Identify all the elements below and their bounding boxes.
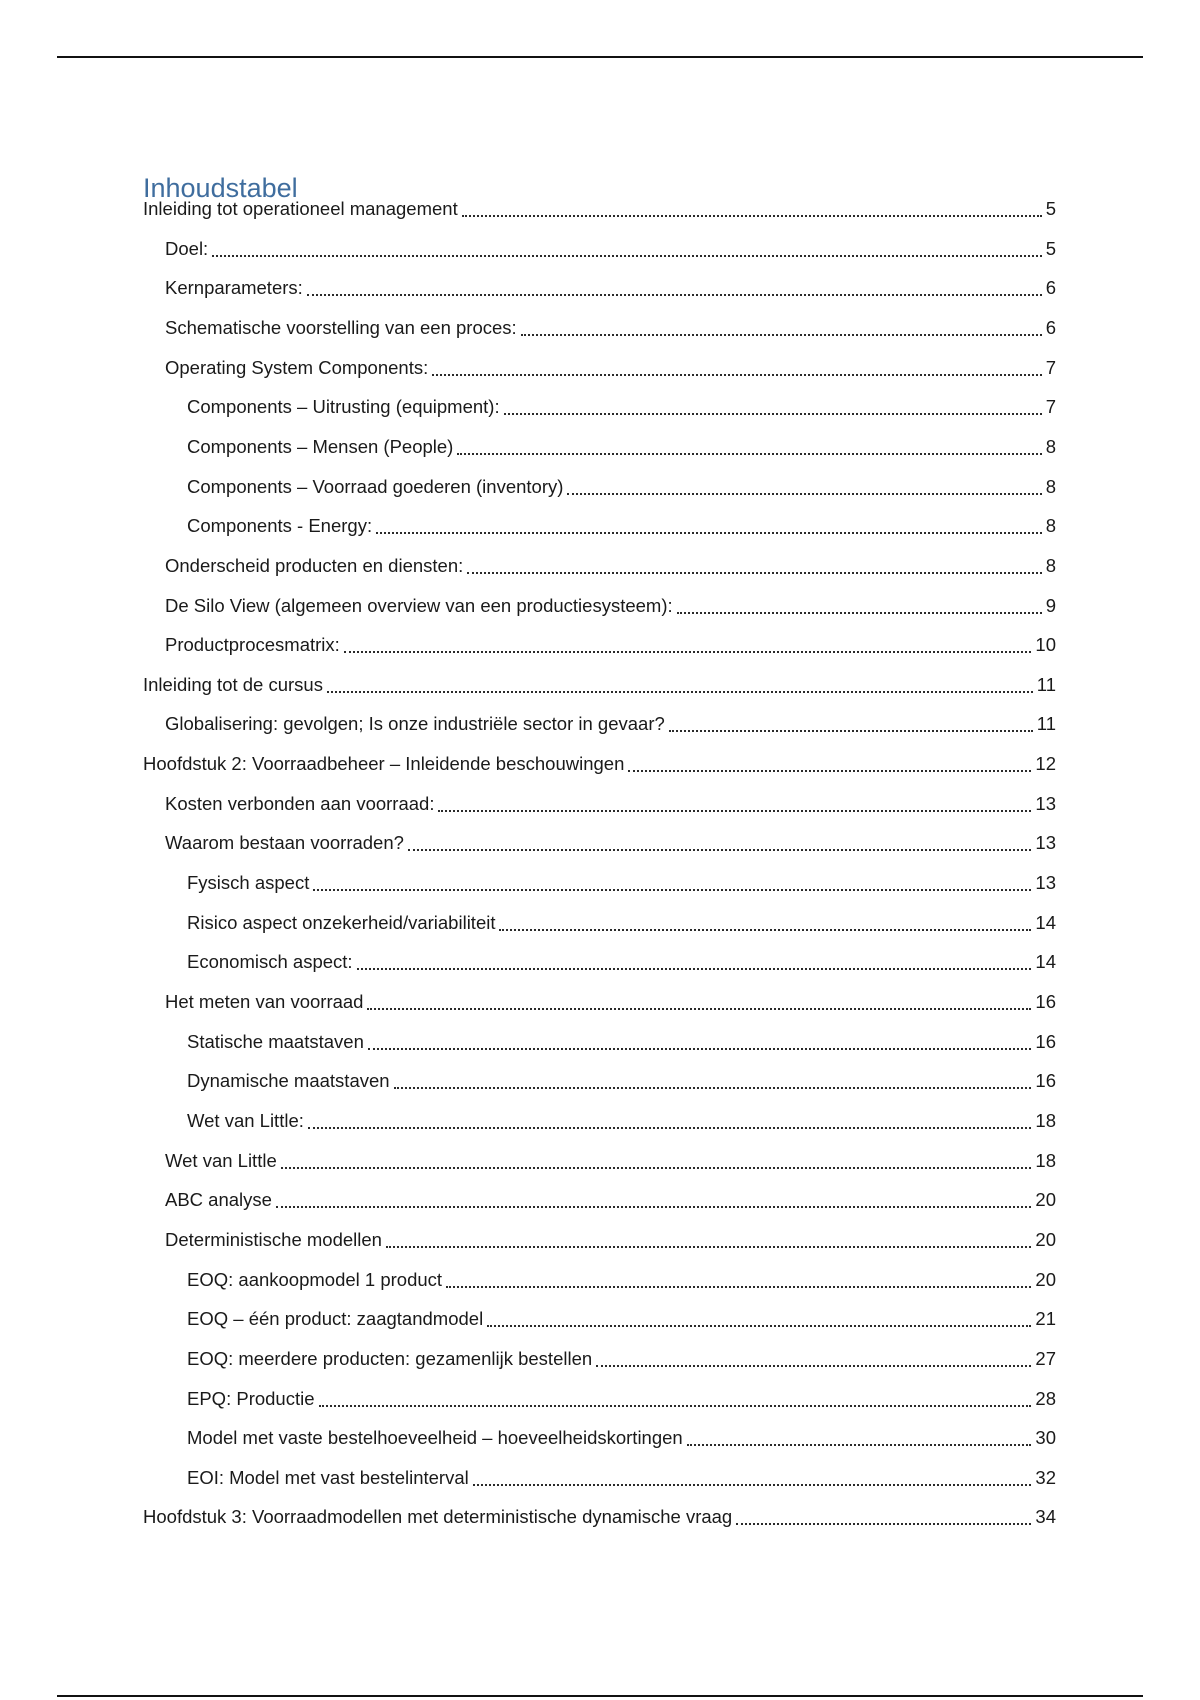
toc-entry[interactable] <box>187 947 1056 977</box>
toc-dot-leader <box>596 1365 1031 1367</box>
toc-entry-label: Wet van Little: <box>187 1109 304 1131</box>
toc-entry-label: Schematische voorstelling van een proces: <box>165 316 517 338</box>
toc-dot-leader <box>567 493 1041 495</box>
toc-dot-leader <box>313 889 1031 891</box>
toc-title: Inhoudstabel <box>143 173 298 203</box>
toc-entry[interactable] <box>165 353 1056 383</box>
toc-entry-label: Components – Voorraad goederen (inventory) <box>187 475 564 497</box>
toc-entry[interactable] <box>187 868 1056 898</box>
toc-entry-page-number: 8 <box>1045 554 1056 576</box>
toc-dot-leader <box>344 651 1032 653</box>
toc-entry-page-number: 13 <box>1035 792 1056 814</box>
toc-entry-label: Doel: <box>165 237 209 259</box>
toc-entry-page-number: 20 <box>1035 1189 1056 1211</box>
toc-dot-leader <box>357 968 1032 970</box>
toc-entry-page-number: 6 <box>1045 277 1056 299</box>
toc-dot-leader <box>307 294 1042 296</box>
toc-entry-page-number: 8 <box>1045 475 1056 497</box>
toc-entry-page-number: 32 <box>1035 1466 1056 1488</box>
toc-entry-label: Risico aspect onzekerheid/variabiliteit <box>187 911 496 933</box>
toc-dot-leader <box>376 532 1042 534</box>
toc-dot-leader <box>473 1484 1032 1486</box>
toc-dot-leader <box>308 1127 1032 1129</box>
toc-dot-leader <box>438 810 1031 812</box>
toc-entry-label: Components – Uitrusting (equipment): <box>187 396 500 418</box>
toc-entry-label: De Silo View (algemeen overview van een productiesysteem): <box>165 594 673 616</box>
toc-entry-label: EOQ – één product: zaagtandmodel <box>187 1308 484 1330</box>
toc-entry[interactable] <box>187 1344 1056 1374</box>
toc-dot-leader <box>467 572 1041 574</box>
toc-entry-page-number: 28 <box>1035 1387 1056 1409</box>
toc-entry-page-number: 13 <box>1035 872 1056 894</box>
toc-entry-label: EOQ: aankoopmodel 1 product <box>187 1268 443 1290</box>
toc-dot-leader <box>499 929 1031 931</box>
toc-dot-leader <box>327 691 1033 693</box>
toc-entry-page-number: 7 <box>1045 356 1056 378</box>
toc-entry-label: Fysisch aspect <box>187 872 310 894</box>
toc-dot-leader <box>521 334 1042 336</box>
toc-entry[interactable] <box>165 591 1056 621</box>
toc-entry-label: Components – Mensen (People) <box>187 435 454 457</box>
toc-entry[interactable] <box>165 789 1056 819</box>
toc-entry-label: Kosten verbonden aan voorraad: <box>165 792 435 814</box>
toc-entry-label: Deterministische modellen <box>165 1228 382 1250</box>
toc-dot-leader <box>462 215 1042 217</box>
toc-entry[interactable] <box>187 511 1056 541</box>
toc-dot-leader <box>504 413 1042 415</box>
toc-dot-leader <box>319 1405 1032 1407</box>
toc-dot-leader <box>687 1444 1032 1446</box>
toc-entry[interactable] <box>187 1027 1056 1057</box>
toc-entry-label: Model met vaste bestelhoeveelheid – hoeveelheidskortingen <box>187 1427 683 1449</box>
toc-entry[interactable] <box>187 392 1056 422</box>
toc-dot-leader <box>367 1008 1031 1010</box>
toc-entry-page-number: 16 <box>1035 1070 1056 1092</box>
toc-entry[interactable] <box>187 432 1056 462</box>
toc-dot-leader <box>487 1325 1031 1327</box>
header-rule <box>57 56 1143 58</box>
toc-entry[interactable] <box>165 234 1056 264</box>
toc-entry[interactable] <box>143 749 1056 779</box>
toc-entry[interactable] <box>165 1225 1056 1255</box>
toc-entry-label: ABC analyse <box>165 1189 272 1211</box>
toc-dot-leader <box>457 453 1041 455</box>
toc-entry-page-number: 27 <box>1035 1347 1056 1369</box>
toc-entry-label: Dynamische maatstaven <box>187 1070 390 1092</box>
toc-entry[interactable] <box>143 1502 1056 1532</box>
toc-entry[interactable] <box>165 551 1056 581</box>
toc-entry[interactable] <box>143 194 1056 224</box>
toc-entry-page-number: 14 <box>1035 911 1056 933</box>
toc-entry-page-number: 8 <box>1045 515 1056 537</box>
toc-entry-page-number: 7 <box>1045 396 1056 418</box>
toc-entry[interactable] <box>187 1265 1056 1295</box>
toc-dot-leader <box>736 1523 1031 1525</box>
toc-entry-page-number: 11 <box>1036 713 1056 735</box>
toc-dot-leader <box>446 1286 1031 1288</box>
toc-entry-page-number: 30 <box>1035 1427 1056 1449</box>
toc-entry-page-number: 8 <box>1045 435 1056 457</box>
toc-entry-label: Wet van Little <box>165 1149 277 1171</box>
toc-entry-label: Inleiding tot operationeel management <box>143 198 458 219</box>
toc-dot-leader <box>394 1087 1032 1089</box>
toc-entry-label: Hoofdstuk 2: Voorraadbeheer – Inleidende beschouwingen <box>143 753 625 775</box>
toc-entry-page-number: 11 <box>1036 673 1056 695</box>
toc-entry-page-number: 18 <box>1035 1109 1056 1131</box>
toc-entry-label: Onderscheid producten en diensten: <box>165 554 464 576</box>
toc-entry-page-number: 5 <box>1045 198 1056 219</box>
toc-entry[interactable] <box>165 313 1056 343</box>
toc-dot-leader <box>669 730 1033 732</box>
toc-entry-page-number: 16 <box>1035 1030 1056 1052</box>
toc-entry-page-number: 6 <box>1045 316 1056 338</box>
toc-entry-page-number: 20 <box>1035 1228 1056 1250</box>
toc-dot-leader <box>677 612 1042 614</box>
toc-dot-leader <box>276 1206 1031 1208</box>
toc-entry[interactable] <box>187 1423 1056 1453</box>
toc-entry[interactable] <box>165 1146 1056 1176</box>
toc-entry[interactable] <box>165 987 1056 1017</box>
toc-entry-label: Het meten van voorraad <box>165 991 364 1012</box>
toc-entry[interactable] <box>187 908 1056 938</box>
toc-entry-label: EPQ: Productie <box>187 1387 315 1409</box>
toc-entry-label: Waarom bestaan voorraden? <box>165 832 404 854</box>
toc-entry-label: EOQ: meerdere producten: gezamenlijk bestellen <box>187 1347 593 1369</box>
toc-entry[interactable] <box>165 273 1056 303</box>
toc-entry-page-number: 12 <box>1035 753 1056 775</box>
toc-entry-label: Inleiding tot de cursus <box>143 673 323 695</box>
toc-dot-leader <box>628 770 1031 772</box>
toc-entry-page-number: 34 <box>1035 1506 1056 1528</box>
toc-entry-page-number: 18 <box>1035 1149 1056 1171</box>
toc-entry-label: Productprocesmatrix: <box>165 634 340 656</box>
toc-entry-label: Components - Energy: <box>187 515 373 537</box>
toc-entry[interactable] <box>187 1066 1056 1096</box>
toc-entry-label: Globalisering: gevolgen; Is onze industriële sector in gevaar? <box>165 713 665 735</box>
footer-rule <box>57 1695 1143 1697</box>
toc-entry[interactable] <box>187 1384 1056 1414</box>
toc-entry-page-number: 16 <box>1035 991 1056 1012</box>
toc-entry-label: Economisch aspect: <box>187 951 353 973</box>
toc-entry[interactable] <box>165 828 1056 858</box>
toc-dot-leader <box>368 1048 1032 1050</box>
toc-entry-page-number: 21 <box>1035 1308 1056 1330</box>
toc-entry-page-number: 14 <box>1035 951 1056 973</box>
toc-entry-label: Hoofdstuk 3: Voorraadmodellen met deterministische dynamische vraag <box>143 1506 733 1528</box>
toc-entry-page-number: 20 <box>1035 1268 1056 1290</box>
toc-entry[interactable] <box>187 1463 1056 1493</box>
toc-entry[interactable] <box>165 1185 1056 1215</box>
toc-entry[interactable] <box>165 630 1056 660</box>
toc-entry-label: Statische maatstaven <box>187 1030 364 1052</box>
toc-entry[interactable] <box>143 670 1056 700</box>
toc-dot-leader <box>408 849 1032 851</box>
toc-entry-label: Kernparameters: <box>165 277 303 299</box>
toc-entry[interactable] <box>187 472 1056 502</box>
toc-entry-page-number: 10 <box>1035 634 1056 656</box>
toc-entry-page-number: 5 <box>1045 237 1056 259</box>
toc-dot-leader <box>281 1167 1032 1169</box>
toc-dot-leader <box>432 374 1041 376</box>
toc-entry-label: EOI: Model met vast bestelinterval <box>187 1466 469 1488</box>
toc-dot-leader <box>386 1246 1031 1248</box>
toc-entry[interactable] <box>165 709 1056 739</box>
toc-entry[interactable] <box>187 1304 1056 1334</box>
toc-entry[interactable] <box>187 1106 1056 1136</box>
toc-entry-page-number: 9 <box>1045 594 1056 616</box>
toc-dot-leader <box>212 255 1042 257</box>
toc-entry-label: Operating System Components: <box>165 356 429 378</box>
toc-entry-page-number: 13 <box>1035 832 1056 854</box>
